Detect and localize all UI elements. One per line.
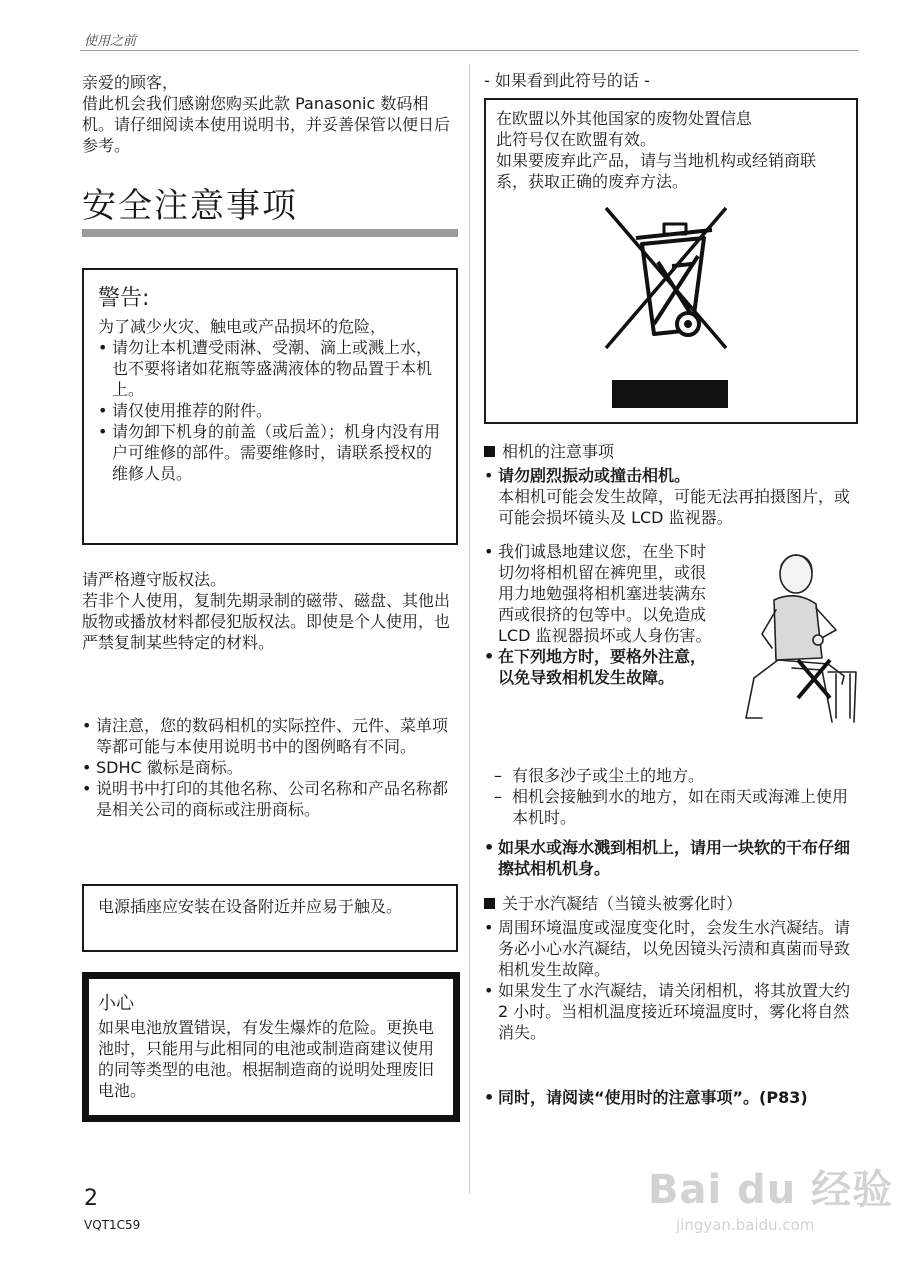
list-item: • 如果水或海水溅到相机上，请用一块软的干布仔细擦拭相机机身。 [484,837,858,879]
list-item: • 我们诚恳地建议您，在坐下时切勿将相机留在裤兜里，或很用力地勉强将相机塞进装满东西或很挤的包等中。以免造成 LCD 监视器损坏或人身伤害。 [484,541,716,646]
socket-note-box [82,884,458,952]
caution-heading: 小心 [98,993,134,1014]
doc-code: VQT1C59 [84,1218,141,1232]
square-bullet-icon [484,898,495,909]
notes-list [82,715,460,820]
list-item: • 在下列地方时，要格外注意，以免导致相机发生故障。 [484,646,716,688]
section-label: 使用之前 [84,34,137,49]
list-item: • 说明书中打印的其他名称、公司名称和产品名称都是相关公司的商标或注册商标。 [82,778,460,820]
see-also-list [484,1087,860,1108]
list-item: – 有很多沙子或尘土的地方。 [494,765,858,786]
socket-note: 电源插座应安装在设备附近并应易于触及。 [98,897,403,916]
list-item: • 请勿让本机遭受雨淋、受潮、滴上或溅上水，也不要将诸如花瓶等盛满液体的物品置于本机上。 [98,337,444,400]
list-item: • 如果发生了水汽凝结，请关闭相机，将其放置大约 2 小时。当相机温度接近环境温度时，雾化将自然消失。 [484,980,858,1043]
disposal-title: 在欧盟以外其他国家的废物处置信息 [496,109,753,128]
title-underline [82,229,458,237]
warning-heading: 警告: [98,286,150,311]
list-item: • SDHC 徽标是商标。 [82,757,460,778]
caution-body: 如果电池放置错误，有发生爆炸的危险。更换电池时，只能用与此相同的电池或制造商建议使用的同等类型的电池。根据制造商的说明处理废旧电池。 [98,1018,435,1100]
intro-block [82,72,460,156]
warning-box [82,268,458,545]
warning-intro: 为了减少火灾、触电或产品损坏的危险， [98,317,387,336]
caution-box [82,972,460,1122]
list-item: • 请勿剧烈振动或撞击相机。 本相机可能会发生故障，可能无法再拍摄图片，或可能会损坏镜头及 LCD 监视器。 [484,465,858,528]
symbol-heading: - 如果看到此符号的话 - [484,71,650,90]
condensation-list [484,917,858,1043]
greeting: 亲爱的顾客， [82,73,179,92]
disposal-line-2: 如果要废弃此产品，请与当地机构或经销商联系，获取正确的废弃方法。 [496,151,817,191]
camera-care-list-a [484,465,858,528]
list-item: • 请勿卸下机身的前盖（或后盖）；机身内没有用户可维修的部件。需要维修时，请联系授权的维修人员。 [98,421,444,484]
copyright-heading: 请严格遵守版权法。 [82,570,227,589]
disposal-line-1: 此符号仅在欧盟有效。 [496,130,657,149]
list-item: • 请仅使用推荐的附件。 [98,400,444,421]
column-divider [469,64,470,1194]
camera-care-heading: 相机的注意事项 [484,441,860,462]
page-title: 安全注意事项 [82,186,298,226]
places-list [494,765,858,828]
condensation-heading: 关于水汽凝结（当镜头被雾化时） [484,893,860,914]
list-item: – 相机会接触到水的地方，如在雨天或海滩上使用本机时。 [494,786,858,828]
watermark-logo: Bai du 经验 [648,1167,894,1213]
copyright-block [82,569,460,653]
square-bullet-icon [484,446,495,457]
copyright-body: 若非个人使用，复制先期录制的磁带、磁盘、其他出版物或播放材料都侵犯版权法。即使是个人使用，也严禁复制某些特定的材料。 [82,591,451,652]
header-divider [80,50,858,51]
camera-care-list-c [484,837,858,879]
list-item: • 同时，请阅读“使用时的注意事项”。(P83) [484,1087,860,1108]
warning-list [98,337,444,484]
camera-care-list-b [484,541,716,688]
seated-person-illustration [732,548,860,724]
page-number: 2 [84,1186,98,1211]
list-item: • 周围环境温度或湿度变化时，会发生水汽凝结。请务必小心水汽凝结，以免因镜头污渍和真菌而导致相机发生故障。 [484,917,858,980]
intro-text: 借此机会我们感谢您购买此款 Panasonic 数码相机。请仔细阅读本使用说明书，并妥善保管以便日后参考。 [82,94,451,155]
list-item: • 请注意，您的数码相机的实际控件、元件、菜单项等都可能与本使用说明书中的图例略有不同。 [82,715,460,757]
crossed-bin-icon [596,204,736,416]
page-reference: (P83) [759,1088,808,1107]
watermark-url: jingyan.baidu.com [676,1216,815,1234]
